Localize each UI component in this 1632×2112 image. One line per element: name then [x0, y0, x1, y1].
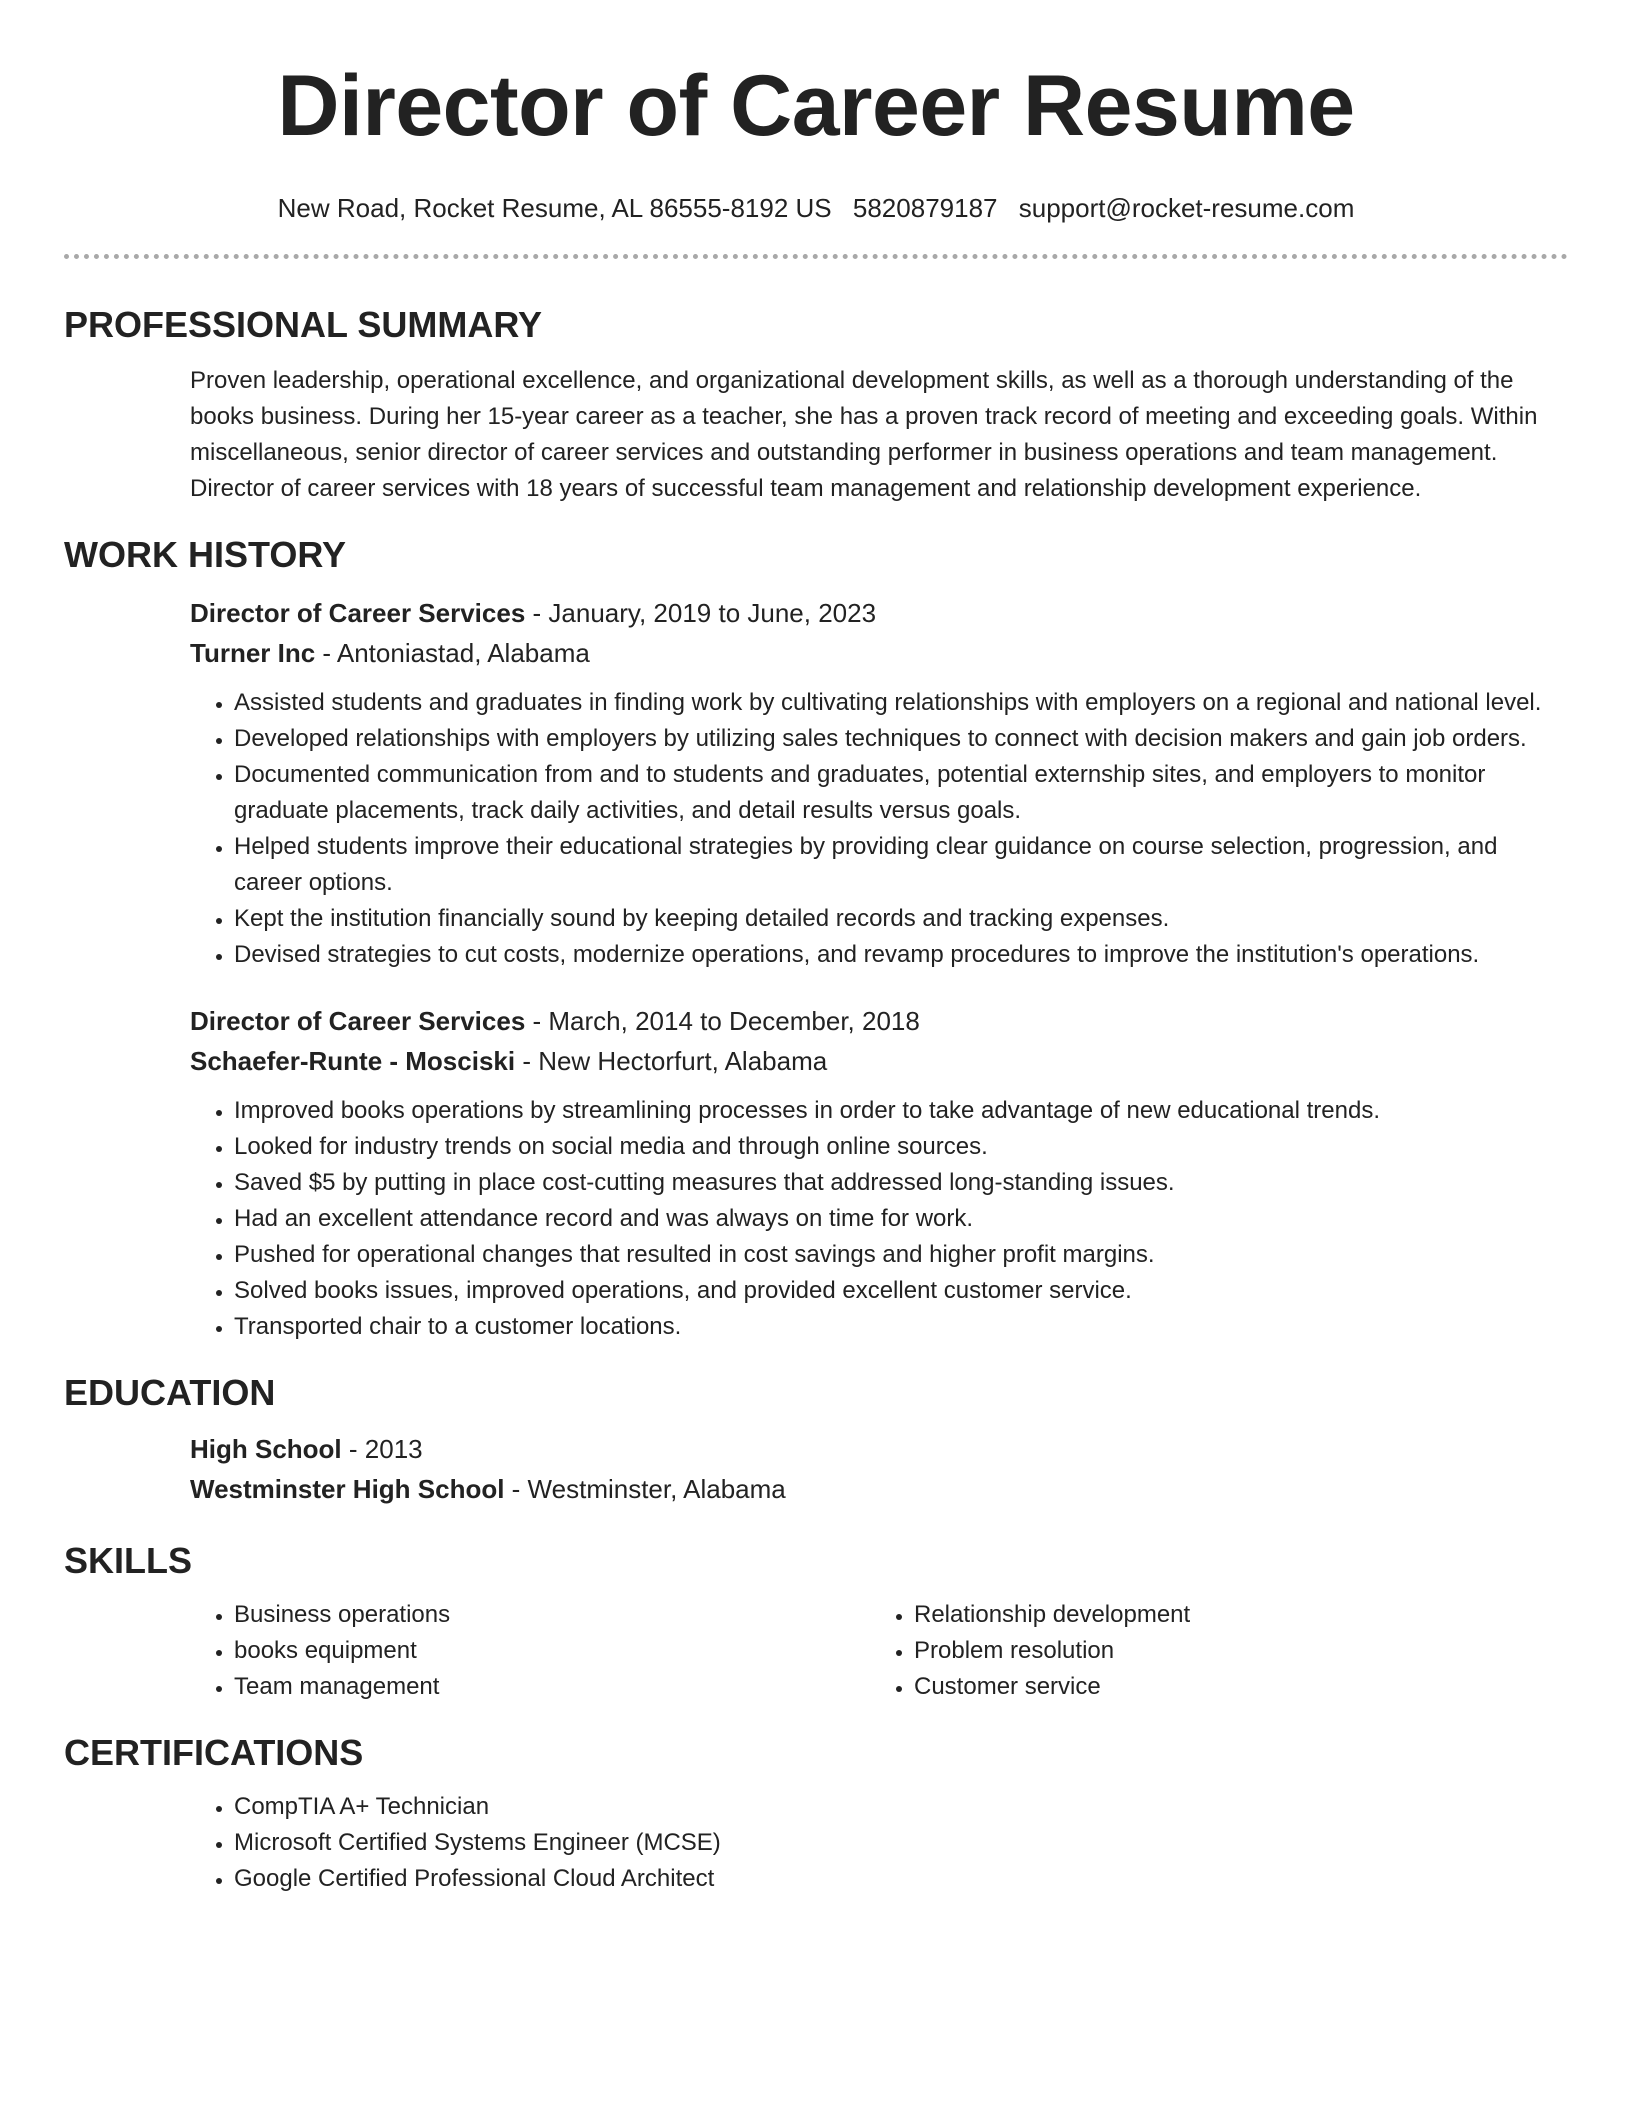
contact-line	[64, 192, 1568, 224]
job-bullet: • Pushed for operational changes that resulted in cost savings and higher profit margins.	[234, 1237, 1568, 1273]
job-title: Director of Career Services	[190, 598, 526, 628]
summary-text: Proven leadership, operational excellence, and organizational development skills, as well as a thorough understanding of the books business. During her 15-year career as a teacher, she has a proven track record of meeting and exceeding goals. Within miscellaneous, senior director of career services and outstanding performer in business operations and team management. Director of career services with 18 years of successful team management and relationship development experience.	[190, 367, 1538, 502]
education-degree-line	[190, 1429, 1568, 1469]
education-school-line	[190, 1469, 1568, 1509]
skills-heading: SKILLS	[64, 1540, 193, 1581]
job-bullets	[190, 1093, 1568, 1345]
job-bullet: • Had an excellent attendance record and was always on time for work.	[234, 1201, 1568, 1237]
education-section	[190, 1429, 1568, 1509]
job-dates: - March, 2014 to December, 2018	[525, 1006, 920, 1036]
job-title-line	[190, 593, 1568, 633]
job-bullet: • Helped students improve their educational strategies by providing clear guidance on course selection, progression, and career options.	[234, 829, 1568, 901]
certification-item: • CompTIA A+ Technician	[234, 1789, 1568, 1825]
resume-title: Director of Career Resume	[277, 58, 1355, 154]
job-entry	[190, 593, 1568, 973]
job-title-line	[190, 1001, 1568, 1041]
job-bullet: • Developed relationships with employers by utilizing sales techniques to connect with decision makers and gain job orders.	[234, 721, 1568, 757]
job-bullet: • Improved books operations by streamlining processes in order to take advantage of new educational trends.	[234, 1093, 1568, 1129]
skill-item: • Relationship development	[914, 1597, 1550, 1633]
certification-item: • Google Certified Professional Cloud Architect	[234, 1861, 1568, 1897]
skills-section	[190, 1597, 1568, 1705]
job-company-line	[190, 1041, 1568, 1081]
job-company-line	[190, 633, 1568, 673]
job-location: - New Hectorfurt, Alabama	[515, 1046, 828, 1076]
job-bullet: • Solved books issues, improved operations, and provided excellent customer service.	[234, 1273, 1568, 1309]
skill-item: • Business operations	[234, 1597, 870, 1633]
certifications-list	[190, 1789, 1568, 1897]
education-degree: High School	[190, 1434, 342, 1464]
work-history-heading: WORK HISTORY	[64, 534, 347, 575]
certifications-heading: CERTIFICATIONS	[64, 1732, 364, 1773]
education-heading: EDUCATION	[64, 1372, 276, 1413]
job-entry	[190, 1001, 1568, 1345]
education-year: - 2013	[341, 1434, 423, 1464]
job-location: - Antoniastad, Alabama	[315, 638, 590, 668]
job-title: Director of Career Services	[190, 1006, 526, 1036]
skills-list-left	[190, 1597, 870, 1705]
job-bullet: • Saved $5 by putting in place cost-cutting measures that addressed long-standing issues.	[234, 1165, 1568, 1201]
job-bullets	[190, 685, 1568, 973]
contact-address: New Road, Rocket Resume, AL 86555-8192 US	[277, 193, 832, 223]
education-location: - Westminster, Alabama	[504, 1474, 786, 1504]
work-history-section	[190, 593, 1568, 1345]
job-bullet: • Documented communication from and to students and graduates, potential externship sites, and employers to monitor graduate placements, track daily activities, and detail results versus goals.	[234, 757, 1568, 829]
job-bullet: • Looked for industry trends on social media and through online sources.	[234, 1129, 1568, 1165]
skill-item: • books equipment	[234, 1633, 870, 1669]
contact-phone: 5820879187	[852, 193, 998, 223]
job-company: Schaefer-Runte - Mosciski	[190, 1046, 516, 1076]
job-company: Turner Inc	[190, 638, 316, 668]
skills-list-right	[870, 1597, 1550, 1705]
job-bullet: • Devised strategies to cut costs, modernize operations, and revamp procedures to improve the institution's operations.	[234, 937, 1568, 973]
education-school: Westminster High School	[190, 1474, 505, 1504]
skill-item: • Problem resolution	[914, 1633, 1550, 1669]
summary-section	[190, 363, 1568, 507]
skill-item: • Team management	[234, 1669, 870, 1705]
job-bullet: • Kept the institution financially sound by keeping detailed records and tracking expenses.	[234, 901, 1568, 937]
certifications-section	[190, 1789, 1568, 1897]
certification-item: • Microsoft Certified Systems Engineer (MCSE)	[234, 1825, 1568, 1861]
summary-heading: PROFESSIONAL SUMMARY	[64, 304, 543, 345]
job-bullet: • Transported chair to a customer locations.	[234, 1309, 1568, 1345]
contact-email: support@rocket-resume.com	[1018, 193, 1355, 223]
job-bullet: • Assisted students and graduates in finding work by cultivating relationships with employers on a regional and national level.	[234, 685, 1568, 721]
skill-item: • Customer service	[914, 1669, 1550, 1705]
header-divider	[64, 254, 1568, 259]
job-dates: - January, 2019 to June, 2023	[525, 598, 877, 628]
